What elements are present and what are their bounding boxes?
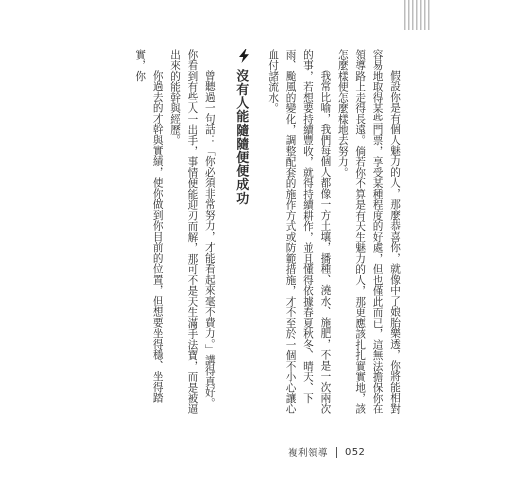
lightning-bolt-icon <box>238 49 250 63</box>
page-footer <box>288 445 365 459</box>
footer-divider <box>336 447 337 458</box>
vertical-body-text <box>131 49 403 415</box>
page-number: 052 <box>345 446 366 458</box>
section-heading <box>232 49 250 415</box>
paragraph-4: 你過去的才幹與實績，使你做到你目前的位置，但想要坐得穩、坐得踏實，你 <box>134 49 164 404</box>
paragraph-1: 假設你是有個人魅力的人，那麼恭喜你，就像中了娘胎樂透，你將能相對容易地取得某些門票，享受某種程度的好處，但也僅此而已，這無法擔保你在領導路上走得長遠。倘若你不算是有天生魅力的人，那更應該扎扎實實地，該怎麼樣便怎麼樣地去努力。 <box>336 49 401 415</box>
footer-book-title: 複利領導 <box>288 448 329 459</box>
paragraph-3: 曾聽過一句話：「你必須非常努力，才能看起來毫不費力。」講得真好。你看到有些人一出手，事情便能迎刃而解，那可不是天生滿手法寶，而是被逼出來的能幹與經歷。 <box>169 49 216 415</box>
corner-hatch-decoration <box>404 0 432 30</box>
paragraph-2: 我常比喻，我們每個人都像一方土壤，播種、澆水、施肥，不是一次兩次的事，若想要持續豐收，就得持續耕作，並且懂得依據春夏秋冬、晴天、下雨、颱風的變化，調整配套的施作方式或防範措施，才不至於一個不小心讓心血付諸流水。 <box>267 49 332 415</box>
section-heading-text: 沒有人能隨隨便便成功 <box>233 69 249 205</box>
